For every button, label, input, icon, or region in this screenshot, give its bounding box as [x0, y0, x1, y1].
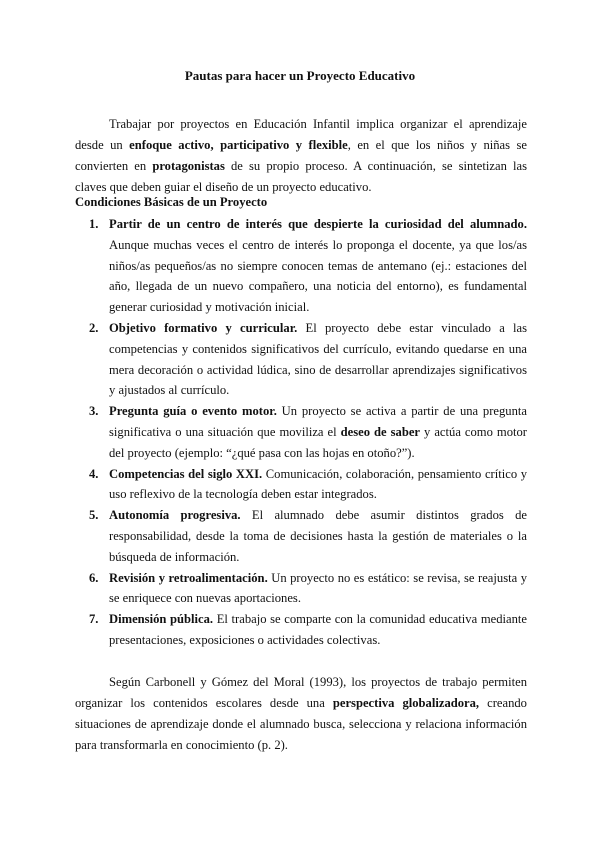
condition-title: Partir de un centro de interés que despierte la curiosidad del alumnado. — [109, 217, 527, 231]
closing-paragraph — [75, 672, 527, 756]
condition-bold-phrase: deseo de saber — [340, 424, 421, 439]
closing-text-2: creando situaciones de aprendizaje donde el alumnado busca, selecciona y relaciona información para transformarla en conocimiento (p. 2). — [75, 695, 527, 752]
condition-item — [75, 318, 527, 401]
condition-title: Pregunta guía o evento motor. — [109, 404, 277, 419]
document-title: Pautas para hacer un Proyecto Educativo — [184, 68, 416, 83]
condition-text: Un proyecto se activa a partir de una pregunta significativa o una situación que moviliza el — [109, 404, 527, 439]
section-heading: Condiciones Básicas de un Proyecto — [75, 195, 268, 209]
condition-item — [75, 568, 527, 610]
condition-title: Revisión y retroalimentación. — [109, 570, 268, 585]
condition-title: Objetivo formativo y curricular. — [109, 320, 298, 335]
intro-bold-2: protagonistas — [152, 158, 225, 173]
condition-text: Aunque muchas veces el centro de interés lo proponga el docente, ya que los/as niños/as pequeños/as no siempre conocen temas de antemano (ej.: estaciones del año, llegada de un nuevo compañero, una noticia del entorno), es fundamental generar curiosidad y motivación inicial. — [109, 237, 527, 315]
intro-text-2: , en el que los niños y niñas se convierten en — [75, 137, 527, 173]
condition-text-2: y actúa como motor del proyecto (ejemplo: “¿qué pasa con las hojas en otoño?”). — [109, 424, 527, 460]
condition-title: Dimensión pública. — [109, 612, 214, 627]
condition-text: El alumnado debe asumir distintos grados de responsabilidad, desde la toma de decisiones hasta la gestión de materiales o la búsqueda de información. — [109, 508, 527, 564]
intro-paragraph — [75, 114, 527, 198]
closing-bold-1: perspectiva globalizadora, — [332, 695, 480, 710]
intro-bold-1: enfoque activo, participativo y flexible — [129, 137, 348, 152]
intro-text-3: de su propio proceso. A continuación, se sintetizan las claves que deben guiar el diseño de un proyecto educativo. — [75, 158, 527, 194]
condition-text: El proyecto debe estar vinculado a las competencias y contenidos significativos del currículo, evitando quedarse en una mera decoración o actividad lúdica, sino de desarrollar aprendizajes significativos y ajustados al currículo. — [109, 320, 528, 398]
condition-title: Autonomía progresiva. — [109, 508, 241, 523]
condition-item — [75, 609, 527, 651]
condition-text: Un proyecto no es estático: se revisa, se reajusta y se enriquece con nuevas aportaciones. — [109, 570, 527, 606]
condition-item — [75, 464, 527, 506]
condition-item — [75, 401, 527, 463]
condition-number: 3. — [89, 404, 99, 419]
condition-text: Comunicación, colaboración, pensamiento crítico y uso reflexivo de la tecnología deben estar integrados. — [109, 466, 527, 502]
condition-number: 4. — [89, 466, 99, 481]
condition-number: 6. — [89, 570, 99, 585]
condition-number: 5. — [89, 508, 99, 523]
intro-text-1: Trabajar por proyectos en Educación Infantil implica organizar el aprendizaje desde un — [75, 116, 527, 152]
closing-text-1: Según Carbonell y Gómez del Moral (1993), los proyectos de trabajo permiten organizar los contenidos escolares desde una — [75, 674, 527, 710]
condition-number: 2. — [89, 320, 99, 335]
conditions-list — [75, 214, 527, 651]
condition-number: 7. — [89, 612, 99, 627]
condition-title: Competencias del siglo XXI. — [109, 466, 263, 481]
condition-text: El trabajo se comparte con la comunidad educativa mediante presentaciones, exposiciones o actividades colectivas. — [109, 612, 527, 647]
condition-item — [75, 505, 527, 567]
condition-number: 1. — [89, 217, 99, 231]
condition-item — [75, 214, 527, 318]
